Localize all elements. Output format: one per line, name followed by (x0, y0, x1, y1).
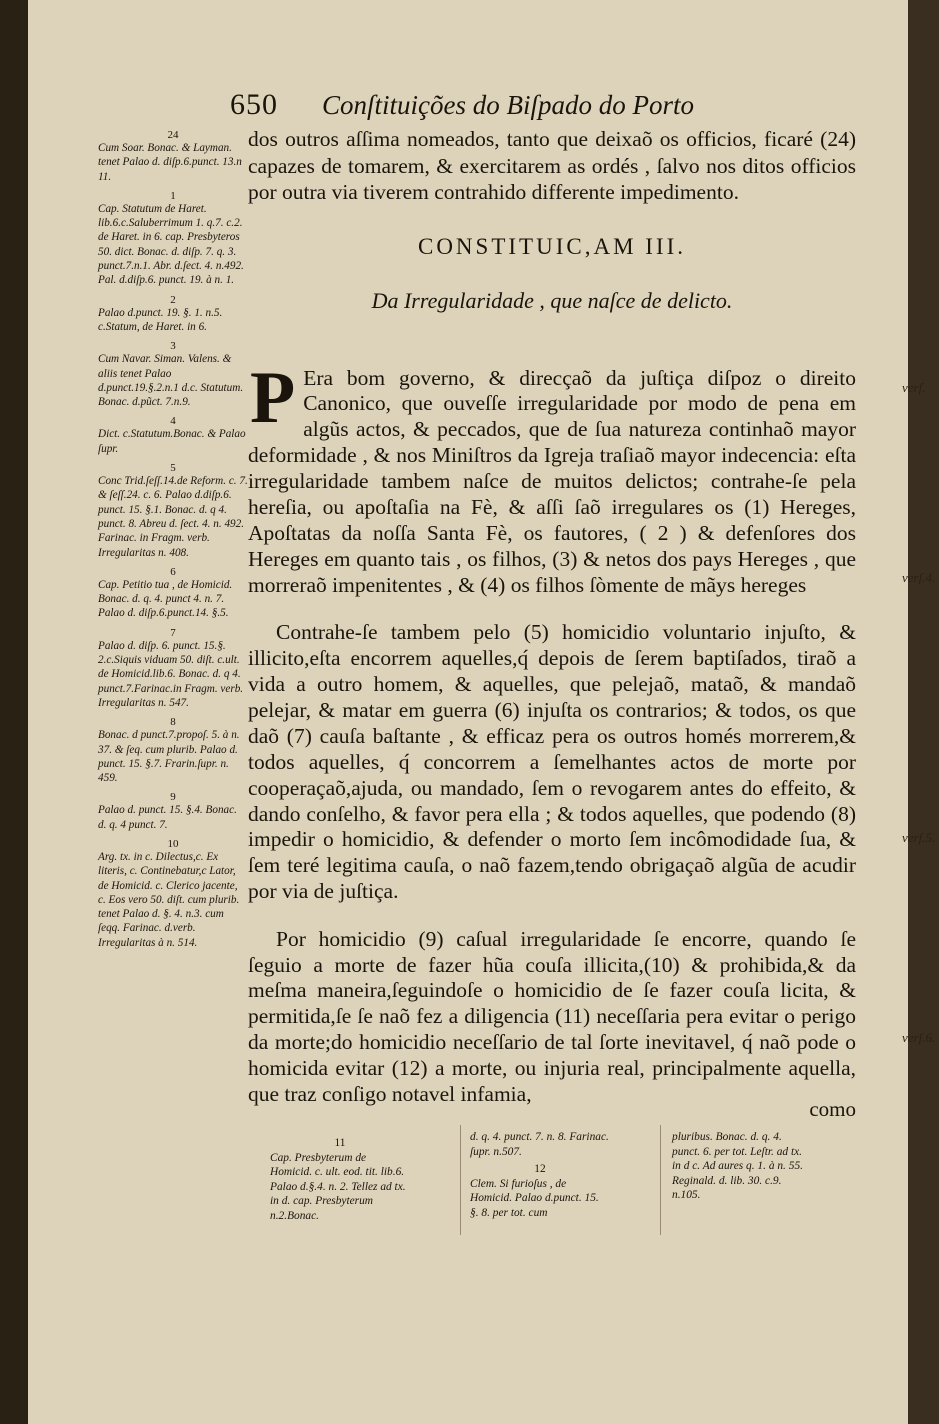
margin-note (98, 130, 248, 184)
note-number: 5 (170, 462, 176, 475)
binding-gutter (0, 0, 28, 1424)
folio-number: 650 (230, 88, 278, 121)
margin-notes (98, 130, 248, 957)
note-text: Arg. tx. in c. Dilectus,c. Ex literis, c. Continebatur,c Lator, de Homicid. c. Clerico jacente, c. Eos vero 50. diſt. cum plurib. tenet Palao d. §. 4. n.3. cum ſeqq. Farinac. d.verb. Irregularitas à n. 514. (98, 850, 240, 949)
paragraph-3: Por homicidio (9) caſual irregularidade ſe encorre, quando ſe ſeguio a morte de fazer hũa couſa illicita,(10) & prohibida,& da meſma maneira,ſeguindoſe o homicidio de ſe fazer couſa licita, & permitida,ſe ſe naõ fez a diligencia (11) neceſſaria pera evitar o perigo da morte;do homicidio neceſſario de tal ſorte inevitavel, q́ naõ pode o homicida evitar (12) a morte, ou injuria real, principalmente aquella, que traz conſigo notavel infamia, (248, 926, 856, 1107)
margin-note (98, 792, 248, 832)
note-number: 2 (170, 293, 176, 306)
margin-note (98, 717, 248, 785)
note-text: Palao d. punct. 15. §.4. Bonac. d. q. 4 punct. 7. (98, 804, 237, 831)
note-text: Cap. Statutum de Haret. lib.6.c.Saluberrimum 1. q.7. c.2. de Haret. in 6. cap. Presbyteros 50. dict. Bonac. d. diſp. 7. q. 3. punct.7.n.1. Abr. d.ſect. 4. n.492. Pal. d.diſp.6. punct. 19. à n. 1. (98, 202, 244, 287)
note-text: Palao d.punct. 19. §. 1. n.5. c.Statum, de Haret. in 6. (98, 306, 223, 333)
margin-note (98, 295, 248, 335)
page-header (230, 88, 694, 122)
footnote (470, 1162, 610, 1220)
column-rule (660, 1125, 661, 1235)
margin-note (98, 567, 248, 621)
paragraph-2: Contrahe-ſe tambem pelo (5) homicidio voluntario injuſto, & illicito,eſta encorrem aquelles,q́ depois de ſerem baptiſados, tiraõ a vida a outro homem, & aquelles, que pelejaõ, mataõ, & mandaõ pelejar, & matar em guerra (6) injuſta os contrarios; & todos, os que daõ (7) cauſa baſtante , & efficaz pera os outros homés morrerem,& todos aquelles, q́ concorrem a ſemelhantes actos de morte por cooperaçaõ,ajuda, ou mandado, ſem o revogarem antes do effeito, & dando conſelho, & favor pera ella ; & todos aquelles, que podendo (8) impedir o homicidio, & defender o morto ſem incômodidade ſua, & ſem teré legitima cauſa, o naõ fazem,tendo obrigaçaõ algũa de acudir por via de juſtiça. (248, 620, 856, 904)
intro-paragraph: dos outros aſſima nomeados, tanto que deixaõ os officios, ficaré (24) capazes de tomarem, & exercitarem as ordés , ſalvo nos ditos officios por outra via tiverem contrahido differente impedimento. (248, 127, 856, 205)
margin-note (98, 463, 248, 560)
running-head: Conſtituições do Biſpado do Porto (322, 90, 694, 120)
note-number: 8 (170, 716, 176, 729)
note-number: 6 (170, 565, 176, 578)
paragraph-1 (248, 356, 856, 599)
margin-note (98, 839, 248, 950)
margin-note (98, 191, 248, 288)
section-subtitle: Da Irregularidade , que naſce de delicto. (371, 288, 733, 313)
body-text (248, 344, 856, 1129)
note-text: Cap. Petitio tua , de Homicid. Bonac. d. q. 4. punct 4. n. 7. Palao d. diſp.6.punct.14. §.5. (98, 578, 233, 620)
footnote-text: Cap. Presbyterum de Homicid. c. ult. eod. tit. lib.6. Palao d.§.4. n. 2. Tellez ad tx. in d. cap. Presbyterum n.2.Bonac. (270, 1151, 406, 1222)
paragraph-1-text: Era bom governo, & direcçaõ da juſtiça diſpoz o direito Canonico, que ouveſſe irregularidade por modo de pena em algũs actos, & peccados, que de ſua natureza continhaõ mayor deformidade , & nos Miniſtros da Igreja traſiaõ mayor indecencia: eſta irregularidade tambem naſce de muitos delictos; contrahe-ſe pela hereſia, ou apoſtaſia na Fè, & aſſi ſaõ irregulares os (1) Hereges, Apoſtatas da noſſa Santa Fè, os fautores, ( 2 ) & defenſores dos Hereges em quanto tais , os filhos, (3) & netos dos pays Hereges , que morreraõ impenitentes , & (4) os filhos ſòmente de mãys hereges (248, 365, 856, 597)
note-text: Conc Trid.ſeſſ.14.de Reform. c. 7. & ſeſſ.24. c. 6. Palao d.diſp.6. punct. 15. §.1. Bonac. d. q 4. punct. 8. Abreu d. ſect. 4. n. 492. Farinac. in Fragm. verb. Irregularitas n. 408. (98, 475, 248, 559)
footnote (672, 1130, 812, 1203)
margin-note (98, 416, 248, 456)
facing-margin-fragment: verſ.4. (902, 570, 936, 585)
section-title: CONSTITUIC,AM III. (417, 234, 686, 259)
note-number: 1 (170, 189, 176, 202)
footnote-number: 11 (334, 1137, 346, 1149)
footnote (270, 1136, 410, 1224)
note-text: Bonac. d punct.7.propoſ. 5. à n. 37. & ſeq. cum plurib. Palao d. punct. 15. §.7. Frarin.ſupr. n. 459. (98, 729, 240, 785)
footnote-number: 12 (534, 1163, 546, 1175)
margin-note (98, 341, 248, 409)
footnote (470, 1130, 610, 1159)
catchword: como (809, 1097, 856, 1121)
note-text: Cum Soar. Bonac. & Layman. tenet Palao d. diſp.6.punct. 13.n 11. (98, 142, 242, 183)
column-rule (460, 1125, 461, 1235)
note-number: 7 (170, 626, 176, 639)
facing-margin-fragment: verſ.6. (902, 1030, 936, 1045)
facing-margin-fragment: verſ. (902, 380, 926, 395)
facing-margin-fragment: verſ.5. (902, 830, 936, 845)
footnote-text: Clem. Si furioſus , de Homicid. Palao d.punct. 15. §. 8. per tot. cum (470, 1177, 599, 1219)
note-text: Cum Navar. Siman. Valens. & aliis tenet Palao d.punct.19.§.2.n.1 d.c. Statutum. Bonac. d.pũct. 7.n.9. (98, 353, 244, 409)
footnote-text: d. q. 4. punct. 7. n. 8. Farinac. ſupr. n.507. (470, 1131, 609, 1158)
note-number: 3 (170, 340, 176, 353)
facing-page-edge (908, 0, 939, 1424)
note-text: Palao d. diſp. 6. punct. 15.§. 2.c.Siquis viduam 50. diſt. c.ult. de Homicid.lib.6. Bonac. d. q 4. punct.7.Farinac.in Fragm. verb. Irregularitas n. 547. (98, 639, 244, 709)
footnote-text: pluribus. Bonac. d. q. 4. punct. 6. per tot. Leſtr. ad tx. in d c. Ad aures q. 1. à n. 55. Reginald. d. lib. 30. c.9. n.105. (672, 1131, 803, 1202)
note-number: 10 (167, 837, 179, 850)
note-number: 4 (170, 415, 176, 428)
note-text: Dict. c.Statutum.Bonac. & Palao ſupr. (98, 428, 246, 455)
margin-note (98, 628, 248, 710)
drop-cap: P (250, 356, 296, 439)
note-number: 24 (167, 129, 179, 141)
note-number: 9 (170, 791, 176, 804)
intro-text (248, 126, 856, 206)
